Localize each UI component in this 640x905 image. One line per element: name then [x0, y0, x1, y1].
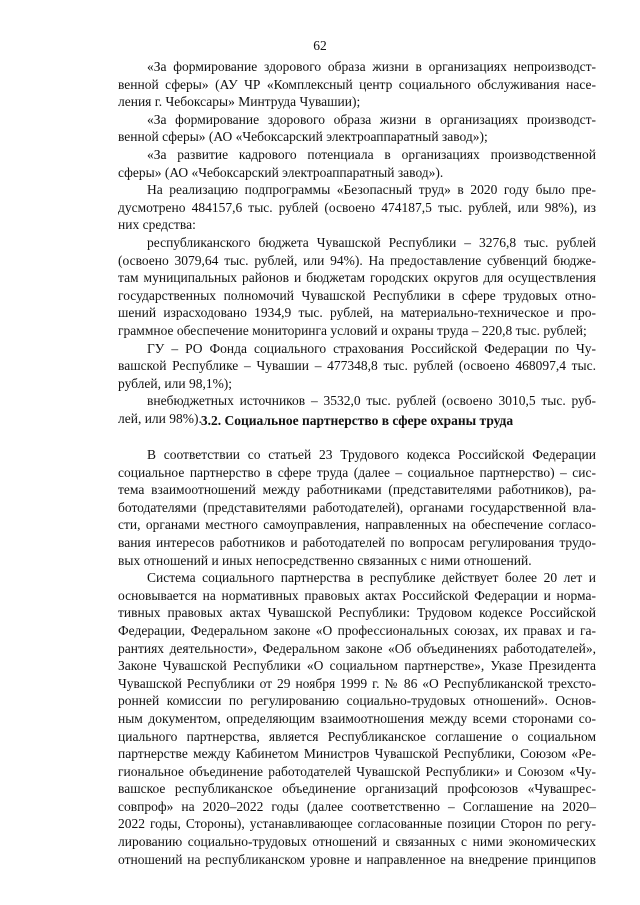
- text-line: рантиях деятельности», Федеральном законе «Об объединениях работодателей»,: [118, 640, 596, 656]
- text-line: совпроф» на 2020–2022 годы (далее соответственно – Соглашение на 2020–: [118, 798, 596, 814]
- text-line: «За развитие кадрового потенциала в организациях производственной: [147, 146, 596, 162]
- text-line: партнерстве между Кабинетом Министров Чувашской Республики, Союзом «Ре-: [118, 746, 596, 762]
- text-line: республиканского бюджета Чувашской Республики – 3276,8 тыс. рублей: [147, 234, 596, 250]
- text-line: ления г. Чебоксары» Минтруда Чувашии);: [118, 94, 361, 110]
- text-line: В соответствии со статьей 23 Трудового кодекса Российской Федерации: [147, 447, 596, 462]
- text-line: ГУ – РО Фонда социального страхования Российской Федерации по Чу-: [147, 340, 596, 356]
- text-line: тивных правовых актах Чувашской Республики: Трудовом кодексе Российской: [118, 605, 596, 621]
- text-line: социальное партнерство в сфере труда (далее – социальное партнерство) – сис-: [118, 464, 596, 480]
- text-line: Федерации, Федеральном законе «О профессиональных союзах, их правах и га-: [118, 622, 596, 638]
- text-line: Законе Чувашской Республики «О социальном партнерстве», Указе Президента: [118, 658, 596, 674]
- text-line: (освоено 3079,64 тыс. рублей, или 94%). На предоставление субвенций бюдже-: [118, 252, 596, 268]
- text-line: ронней комиссии по регулированию социально-трудовых отношений». Основ-: [118, 693, 596, 709]
- text-line: вашское республиканское объединение организаций профсоюзов «Чувашрес-: [118, 781, 596, 797]
- text-line: вашской Республике – Чувашии – 477348,8 тыс. рублей (освоено 468097,4 тыс.: [118, 358, 596, 374]
- text-line: сти, органами местного самоуправления, направленных на обеспечение согласо-: [118, 517, 596, 533]
- text-line: венной сферы» (АО «Чебоксарский электроаппаратный завод»);: [118, 129, 488, 145]
- text-line: дусмотрено 484157,6 тыс. рублей (освоено 474187,5 тыс. рублей, или 98%), из: [118, 199, 596, 215]
- text-line: Система социального партнерства в республике действует более 20 лет и: [147, 570, 596, 586]
- text-line: гиональное объединение работодателей Чувашской Республики» и Союзом «Чу-: [118, 763, 596, 779]
- text-line: венной сферы» (АУ ЧР «Комплексный центр социального обслуживания насе-: [118, 76, 596, 92]
- text-line: «За формирование здорового образа жизни в организациях непроизводст-: [147, 59, 596, 74]
- text-line: «За формирование здорового образа жизни в организациях производст-: [147, 111, 596, 127]
- text-line: них средства:: [118, 217, 196, 233]
- text-line: ным документом, определяющим взаимоотношения между всеми сторонами со-: [118, 710, 596, 726]
- body-text-bottom: [118, 446, 596, 868]
- body-text-top: [118, 58, 596, 427]
- text-line: шений израсходовано 1934,9 тыс. рублей, на материально-техническое и про-: [118, 305, 596, 321]
- text-line: вых отношений и иных непосредственно связанных с ними отношений.: [118, 552, 532, 568]
- text-line: циального партнерства, является Республиканское соглашение о социальном: [118, 728, 596, 744]
- text-line: там муниципальных районов и бюджетам городских округов для осуществления: [118, 270, 596, 286]
- text-line: сферы» (АО «Чебоксарский электроаппаратный завод»).: [118, 164, 444, 180]
- text-line: внебюджетных источников – 3532,0 тыс. рублей (освоено 3010,5 тыс. руб-: [147, 393, 596, 409]
- text-line: вания интересов работников и работодателей по вопросам регулирования трудо-: [118, 534, 596, 550]
- text-line: государственных полномочий Чувашской Республики в сфере трудовых отно-: [118, 287, 596, 303]
- text-line: рублей, или 98,1%);: [118, 375, 233, 391]
- text-line: граммное обеспечение мониторинга условий и охраны труда – 220,8 тыс. рублей;: [118, 322, 587, 338]
- text-line: основывается на нормативных правовых актах Российской Федерации и норма-: [118, 587, 596, 603]
- text-line: тема взаимоотношений между работниками (представителями работников), ра-: [118, 482, 596, 498]
- section-heading: 3.2. Социальное партнерство в сфере охраны труда: [200, 413, 514, 428]
- text-line: лей, или 98%).: [118, 410, 202, 426]
- text-line: ботодателями (представителями работодателей), органами государственной вла-: [118, 499, 596, 515]
- text-line: лированию социально-трудовых отношений и связанных с ними экономических: [118, 834, 596, 850]
- page-number: 62: [313, 38, 327, 53]
- text-line: отношений на республиканском уровне и направленное на внедрение принципов: [118, 851, 596, 867]
- text-line: На реализацию подпрограммы «Безопасный труд» в 2020 году было пре-: [147, 182, 596, 198]
- text-line: 2022 годы, Стороны), устанавливающее согласованные позиции Сторон по регу-: [118, 816, 596, 832]
- text-line: Чувашской Республики от 29 ноября 1999 г. № 86 «О Республиканской трехсто-: [118, 675, 596, 691]
